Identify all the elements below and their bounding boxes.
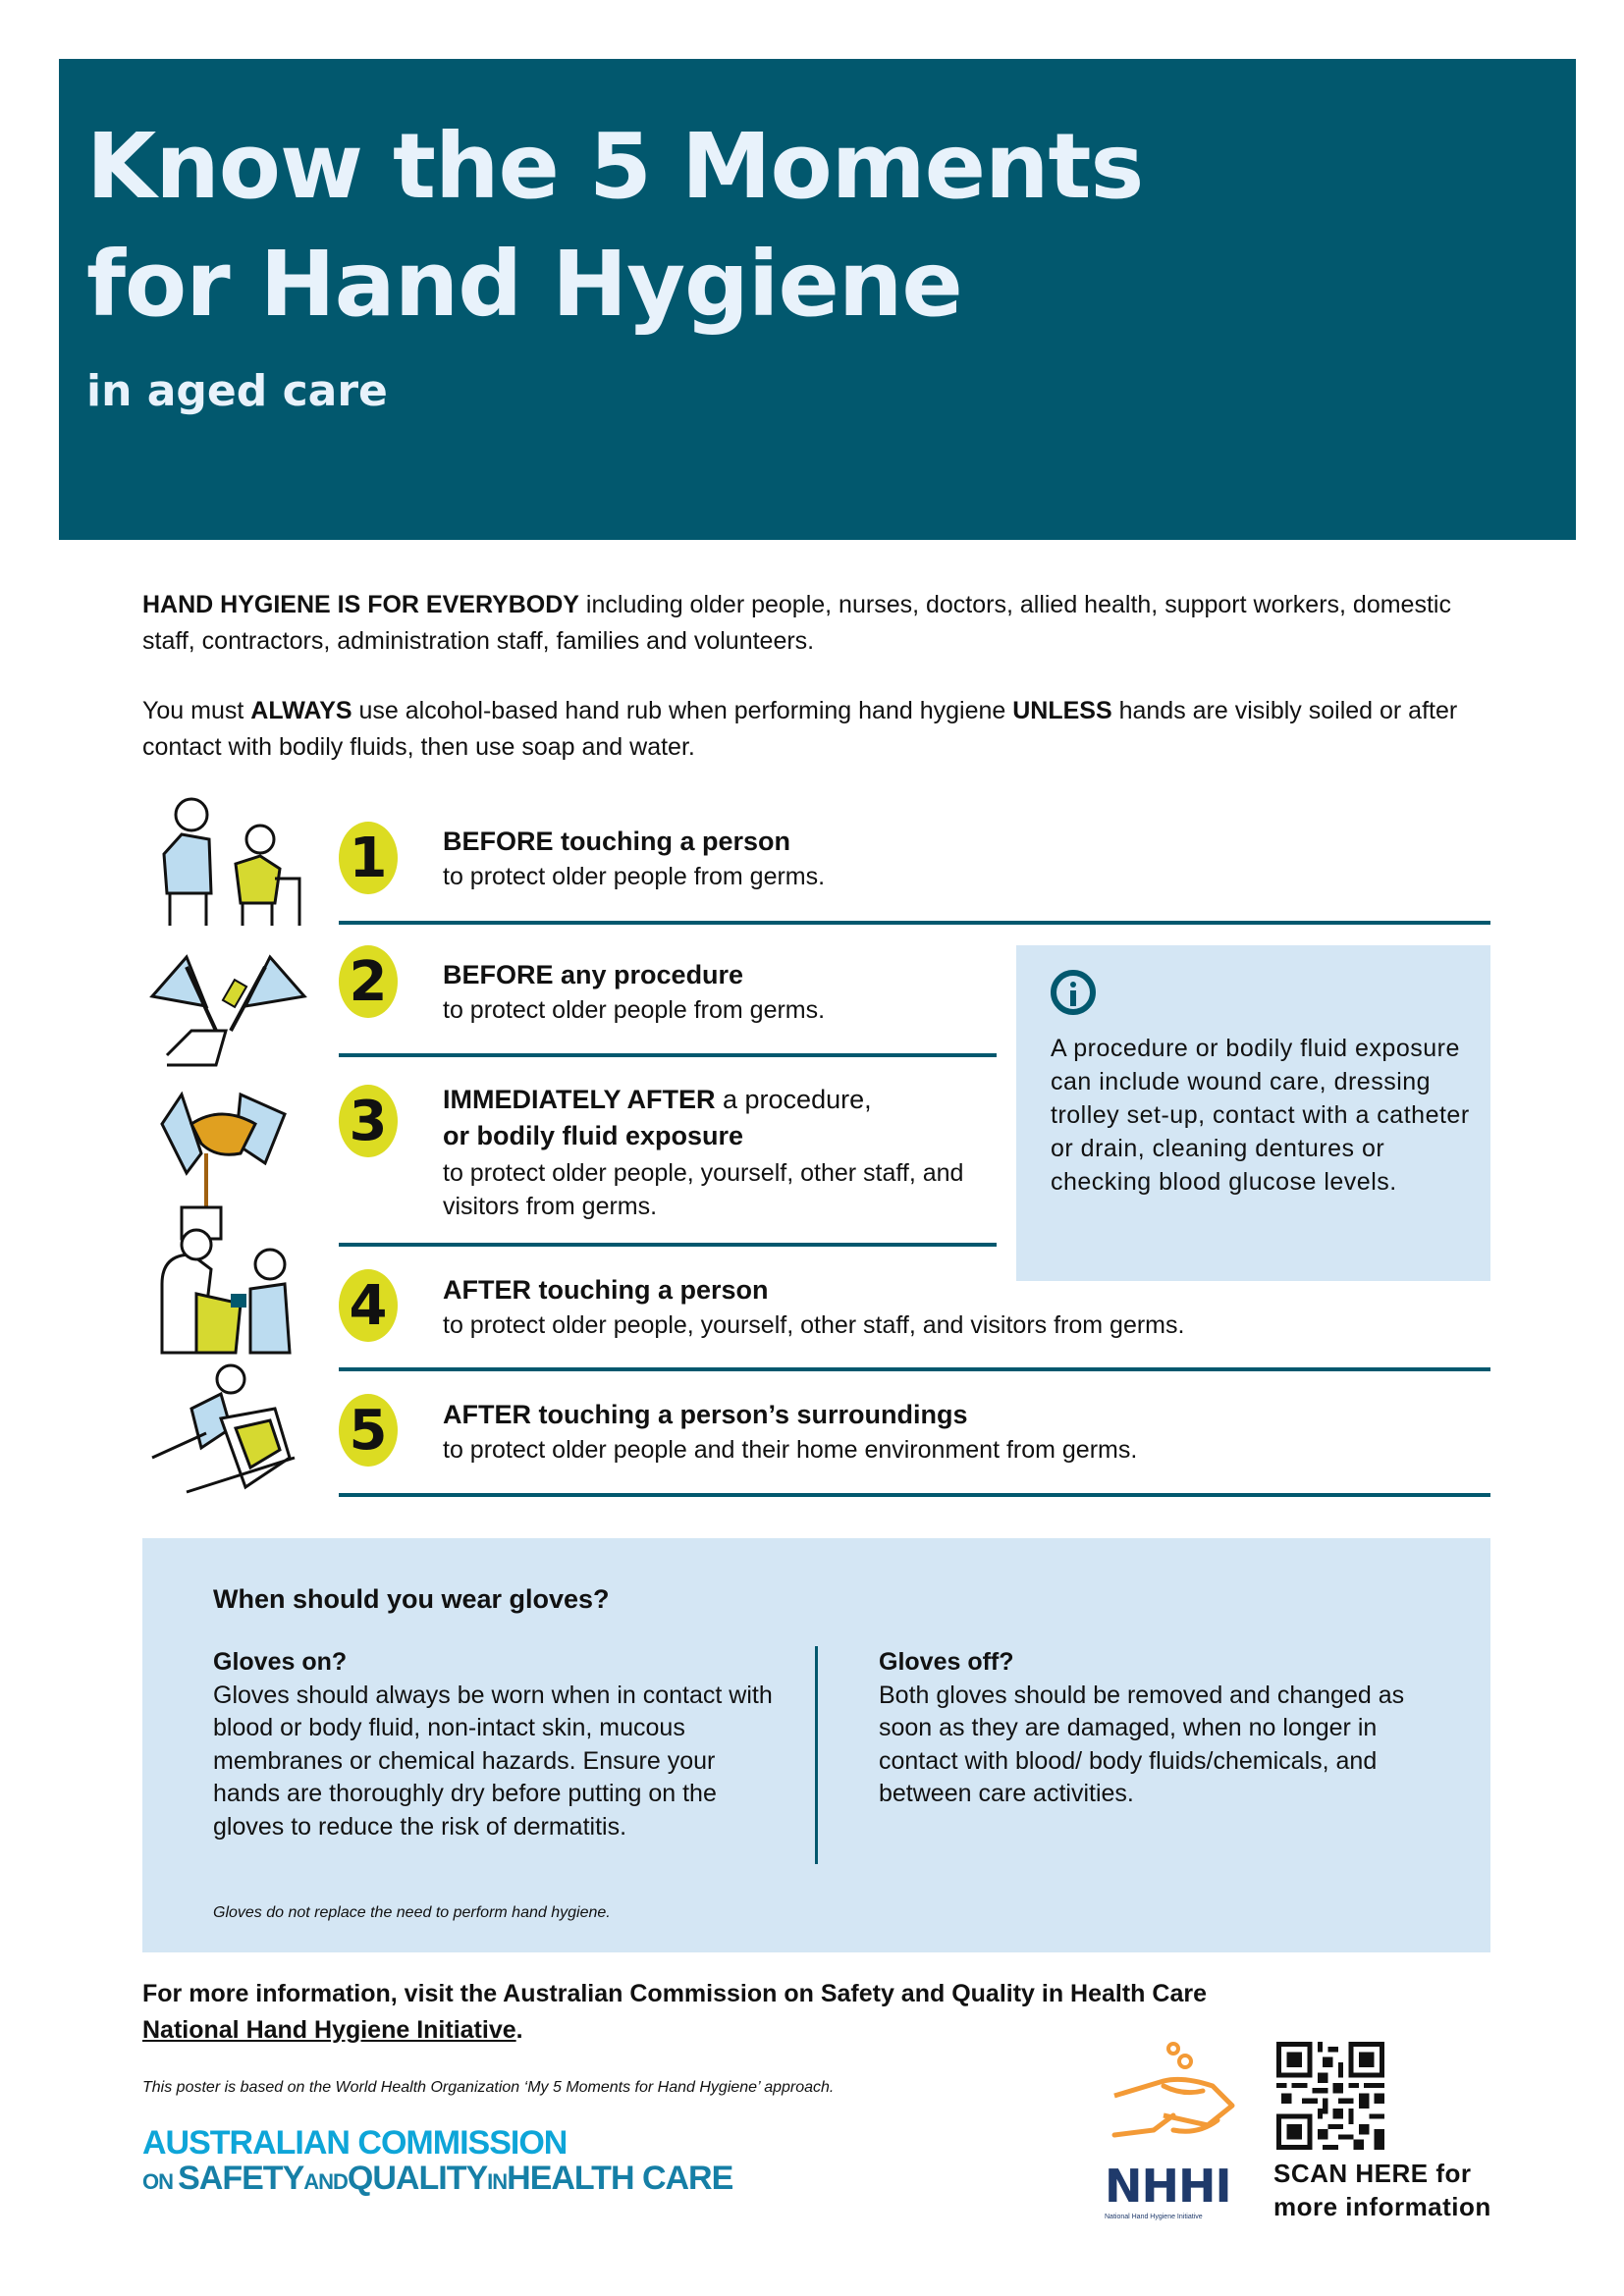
logo-word: SAFETY	[178, 2160, 304, 2197]
moment-1-heading	[443, 825, 790, 858]
intro-paragraph-2	[142, 693, 1497, 766]
moment-4-heading-text: touching a person	[531, 1275, 769, 1305]
divider	[339, 1367, 1490, 1371]
divider	[339, 1243, 997, 1247]
moment-1-keyword: BEFORE	[443, 827, 554, 856]
info-box-text: A procedure or bodily fluid exposure can include wound care, dressing trolley set-up, contact with a catheter or drain, cleaning dentures or checking blood glucose levels.	[1051, 1035, 1470, 1196]
intro-emphasis: HAND HYGIENE IS FOR EVERYBODY	[142, 591, 579, 618]
carer-touching-bed-icon	[147, 1360, 304, 1497]
qr-code-icon[interactable]	[1276, 2042, 1384, 2150]
logo-line-1: AUSTRALIAN COMMISSION	[142, 2124, 568, 2162]
logo-word: ON	[142, 2169, 179, 2194]
page-title	[86, 108, 1143, 344]
logo-word: HEALTH CARE	[507, 2160, 733, 2197]
handwashing-hands-icon	[1105, 2037, 1242, 2155]
emptying-drainage-bag-icon	[157, 1085, 295, 1242]
column-divider	[815, 1646, 818, 1864]
moment-1-heading-text: touching a person	[553, 827, 791, 856]
gloves-on-column	[213, 1646, 778, 1843]
logo-word: IN	[487, 2169, 508, 2194]
logo-word: AND	[303, 2169, 348, 2194]
moment-5-description: to protect older people and their home environment from germs.	[443, 1436, 1138, 1464]
moment-3-keyword: IMMEDIATELY AFTER	[443, 1085, 716, 1114]
title-line-2: for Hand Hygiene	[86, 232, 962, 337]
moment-1-description: to protect older people from germs.	[443, 863, 826, 890]
link-suffix: .	[515, 2016, 523, 2044]
intro-text: hands are visibly soiled or after contact with bodily fluids, then use soap and water.	[142, 697, 1458, 761]
gloves-note: Gloves do not replace the need to perform hand hygiene.	[213, 1904, 611, 1921]
intro-text: use alcohol-based hand rub when performing hand hygiene	[352, 697, 1013, 724]
nhhi-subtitle: National Hand Hygiene Initiative	[1105, 2214, 1203, 2220]
carer-checking-person-icon	[152, 1225, 314, 1358]
intro-text: including older people, nurses, doctors, allied health, support workers, domestic staff, contractors, administration staff, families and volunteers.	[142, 591, 1451, 655]
carer-assisting-person-with-walker-icon	[152, 795, 309, 928]
intro-emphasis: UNLESS	[1012, 697, 1112, 724]
procedure-info-box	[1016, 945, 1490, 1281]
intro-text: You must	[142, 697, 251, 724]
page-subtitle: in aged care	[86, 366, 388, 416]
more-info-text	[142, 1976, 1207, 2049]
gloves-off-text: Both gloves should be removed and changed as soon as they are damaged, when no longer in contact with blood/ body fluids/chemicals, and between care activities.	[879, 1681, 1405, 1807]
divider	[339, 921, 1490, 925]
intro-emphasis: ALWAYS	[250, 697, 352, 724]
moment-5-keyword: AFTER	[443, 1400, 531, 1429]
gloves-section	[142, 1538, 1490, 1952]
logo-word: QUALITY	[347, 2160, 488, 2197]
moment-4-number-badge: 4	[339, 1269, 398, 1342]
moment-3-number-badge: 3	[339, 1085, 398, 1157]
moment-2-heading-text: any procedure	[553, 960, 744, 989]
moment-4-heading	[443, 1273, 769, 1307]
moment-3-description: to protect older people, yourself, other staff, and visitors from germs.	[443, 1159, 964, 1220]
moment-3-heading-text: a procedure,	[715, 1085, 872, 1114]
who-basis-note: This poster is based on the World Health Organization ‘My 5 Moments for Hand Hygiene’ approach.	[142, 2079, 835, 2096]
nhhi-link[interactable]: National Hand Hygiene Initiative	[142, 2016, 516, 2044]
scan-line-2: more information	[1273, 2192, 1491, 2221]
gloves-off-column	[879, 1646, 1438, 1811]
moment-5-heading-text: touching a person’s surroundings	[531, 1400, 968, 1429]
moment-2-heading	[443, 958, 743, 991]
gloved-hands-procedure-icon	[147, 937, 309, 1070]
divider	[339, 1493, 1490, 1497]
moment-3-heading-line-2: or bodily fluid exposure	[443, 1121, 744, 1150]
moment-3-heading	[443, 1083, 872, 1116]
logo-line-2	[142, 2161, 732, 2200]
intro-paragraph-1	[142, 587, 1497, 660]
gloves-section-title: When should you wear gloves?	[213, 1584, 610, 1614]
info-icon	[1051, 970, 1096, 1015]
scan-line-1: SCAN HERE for	[1273, 2159, 1472, 2188]
nhhi-wordmark: NHHI	[1105, 2160, 1231, 2213]
scan-here-label	[1273, 2157, 1491, 2223]
acsqhc-logo	[142, 2125, 732, 2200]
more-info-line: For more information, visit the Australian Commission on Safety and Quality in Health Care	[142, 1980, 1207, 2007]
gloves-on-heading: Gloves on?	[213, 1648, 348, 1676]
gloves-on-text: Gloves should always be worn when in contact with blood or body fluid, non-intact skin, mucous membranes or chemical hazards. Ensure your hands are thoroughly dry before putting on the gloves to reduce the risk of dermatitis.	[213, 1681, 773, 1841]
moment-2-description: to protect older people from germs.	[443, 996, 826, 1024]
moment-1-number-badge: 1	[339, 822, 398, 894]
moment-4-description: to protect older people, yourself, other staff, and visitors from germs.	[443, 1311, 1185, 1339]
title-line-1: Know the 5 Moments	[86, 114, 1144, 219]
moment-5-heading	[443, 1398, 968, 1431]
moment-4-keyword: AFTER	[443, 1275, 531, 1305]
divider	[339, 1053, 997, 1057]
moment-2-number-badge: 2	[339, 945, 398, 1018]
moment-2-keyword: BEFORE	[443, 960, 554, 989]
gloves-off-heading: Gloves off?	[879, 1648, 1014, 1676]
moment-5-number-badge: 5	[339, 1394, 398, 1467]
nhhi-logo	[1105, 2037, 1242, 2223]
